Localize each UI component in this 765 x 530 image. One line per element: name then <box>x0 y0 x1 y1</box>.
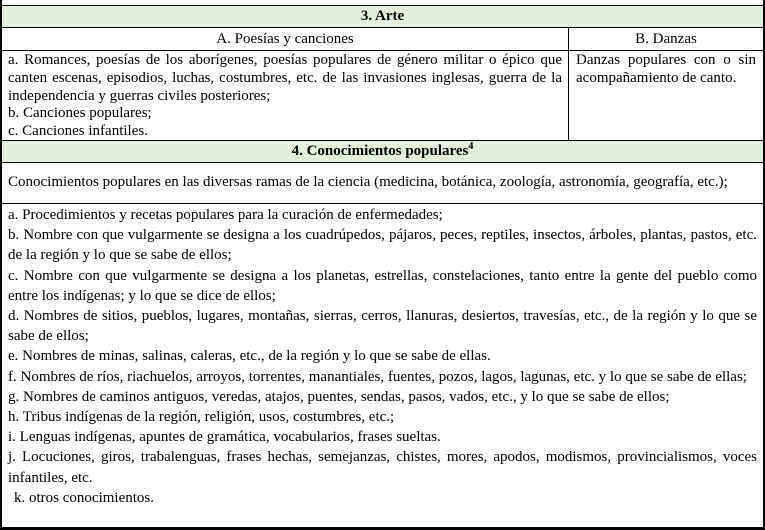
section4-intro-text: Conocimientos populares en las diversas ramas de la ciencia (medicina, botánica, zoología, astronomía, geografía, etc.); <box>8 174 728 191</box>
knowledge-item-d: d. Nombres de sitios, pueblos, lugares, montañas, sierras, cerros, llanuras, desiertos, travesías, etc., de la región y lo que se sabe de ellos; <box>8 308 757 345</box>
knowledge-item-b: b. Nombre con que vulgarmente se designa a los cuadrúpedos, pájaros, peces, reptiles, insectos, árboles, plantas, pastos, etc. de la región y lo que se sabe de ellos; <box>8 227 757 264</box>
danzas-text: Danzas populares con o sin acompañamiento de canto. <box>576 52 756 86</box>
knowledge-item-j: j. Locuciones, giros, trabalenguas, frases hechas, semejanzas, chistes, mores, apodos, modismos, provincialismos, voces infantiles, etc. <box>8 449 757 486</box>
col-b-header-cell <box>569 28 763 50</box>
poesias-item: b. Canciones populares; <box>8 105 152 122</box>
knowledge-item-g: g. Nombres de caminos antiguos, veredas, atajos, puentes, sendas, pasos, vados, etc., y lo que se sabe de ellos; <box>8 388 670 405</box>
danzas-cell <box>569 51 763 140</box>
knowledge-item-i: i. Lenguas indígenas, apuntes de gramática, vocabularios, frases sueltas. <box>8 429 441 446</box>
knowledge-item-e: e. Nombres de minas, salinas, caleras, etc., de la región y lo que se sabe de ellas. <box>8 348 491 365</box>
knowledge-item-c: c. Nombre con que vulgarmente se designa a los planetas, estrellas, constelaciones, tanto entre la gente del pueblo como entre los indígenas; y lo que se dice de ellos; <box>8 267 757 304</box>
knowledge-item-a: a. Procedimientos y recetas populares para la curación de enfermedades; <box>8 207 443 223</box>
section3-column-headers <box>2 28 763 51</box>
section3-title: 3. Arte <box>360 8 405 24</box>
section3-header <box>2 6 763 28</box>
section4-header <box>2 141 763 163</box>
poesias-canciones-cell <box>2 51 569 140</box>
section3-content-row <box>2 51 763 141</box>
poesias-item: c. Canciones infantiles. <box>8 123 148 140</box>
footnote-marker: 4 <box>468 141 474 152</box>
section4-title: 4. Conocimientos populares$^4$ <box>291 141 474 159</box>
col-a-header-cell <box>2 28 569 50</box>
knowledge-item-h: h. Tribus indígenas de la región, religión, usos, costumbres, etc.; <box>8 409 395 426</box>
section4-items-cell <box>2 204 763 527</box>
col-a-header-label: A. Poesías y canciones <box>216 30 354 47</box>
section4-intro-row <box>2 163 763 204</box>
col-b-header-label: B. Danzas <box>635 30 697 47</box>
poesias-item: a. Romances, poesías de los aborígenes, poesías populares de género militar o épico que canten escenas, episodios, luchas, costumbres, etc. de las invasiones inglesas, guerra de la independencia y guerras civiles posteriores; <box>8 52 562 104</box>
knowledge-item-k: k. otros conocimientos. <box>14 489 154 506</box>
knowledge-item-f: f. Nombres de ríos, riachuelos, arroyos, torrentes, manantiales, fuentes, pozos, lagos, lagunas, etc. y lo que se sabe de ellas; <box>8 368 747 385</box>
